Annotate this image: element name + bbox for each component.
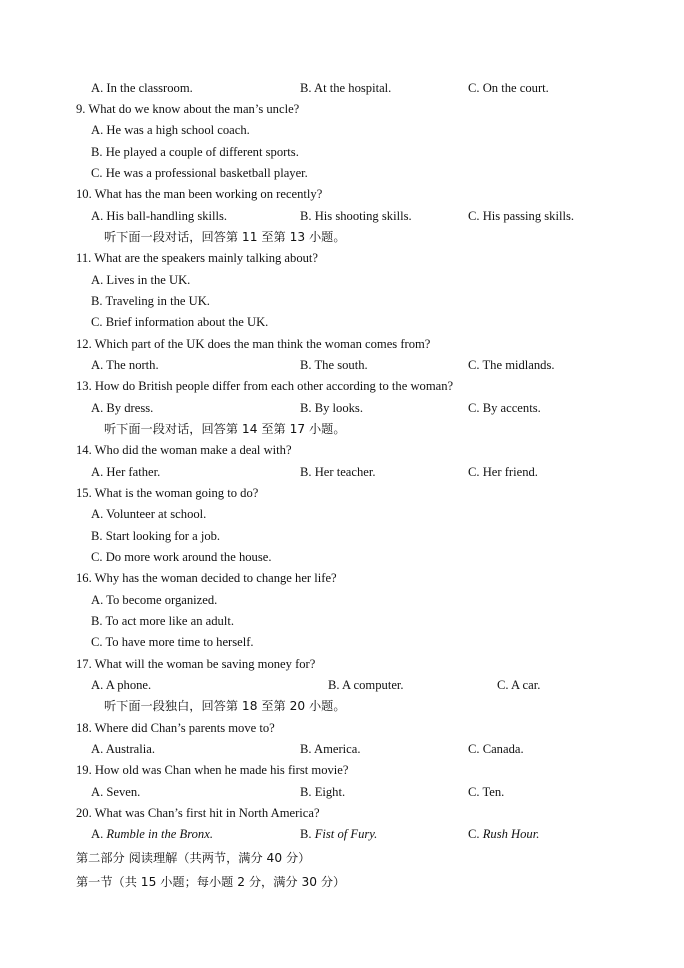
question-text: 18. Where did Chan’s parents move to? <box>76 721 275 735</box>
answer-option <box>300 826 377 842</box>
listening-instruction: 听下面一段对话，回答第 11 至第 13 小题。 <box>104 230 346 244</box>
answer-option: C. A car. <box>497 678 541 692</box>
answer-option: B. Start looking for a job. <box>91 529 221 543</box>
answer-option: A. Volunteer at school. <box>91 507 207 521</box>
option-letter: C. <box>468 827 483 841</box>
answer-option: A. His ball-handling skills. <box>91 209 228 223</box>
answer-option: A. By dress. <box>91 401 154 415</box>
answer-option: C. His passing skills. <box>468 209 575 223</box>
answer-option: B. To act more like an adult. <box>91 614 234 628</box>
question-text: 10. What has the man been working on recently? <box>76 187 323 201</box>
answer-option: C. On the court. <box>468 81 549 95</box>
answer-option: A. Seven. <box>91 785 141 799</box>
question-text: 15. What is the woman going to do? <box>76 486 259 500</box>
answer-option: A. The north. <box>91 358 159 372</box>
answer-option: A. Her father. <box>91 465 161 479</box>
answer-option: C. He was a professional basketball player. <box>91 166 308 180</box>
answer-option: C. Brief information about the UK. <box>91 315 269 329</box>
listening-instruction: 听下面一段独白，回答第 18 至第 20 小题。 <box>104 699 346 713</box>
answer-option: B. Traveling in the UK. <box>91 294 210 308</box>
answer-option: A. He was a high school coach. <box>91 123 250 137</box>
answer-option: B. The south. <box>300 358 368 372</box>
answer-option: B. Her teacher. <box>300 465 376 479</box>
section-heading: 第一节（共 15 小题；每小题 2 分，满分 30 分） <box>76 875 346 889</box>
option-letter: A. <box>91 827 107 841</box>
answer-option: B. Eight. <box>300 785 346 799</box>
question-text: 17. What will the woman be saving money for? <box>76 657 316 671</box>
answer-option: C. By accents. <box>468 401 541 415</box>
answer-option: A. Australia. <box>91 742 156 756</box>
answer-option: B. His shooting skills. <box>300 209 412 223</box>
question-text: 12. Which part of the UK does the man think the woman comes from? <box>76 337 431 351</box>
question-text: 14. Who did the woman make a deal with? <box>76 443 292 457</box>
answer-option: A. Lives in the UK. <box>91 273 191 287</box>
answer-option: A. In the classroom. <box>91 81 193 95</box>
answer-option: C. Her friend. <box>468 465 538 479</box>
question-text: 19. How old was Chan when he made his first movie? <box>76 763 349 777</box>
answer-option: A. To become organized. <box>91 593 218 607</box>
question-text: 13. How do British people differ from each other according to the woman? <box>76 379 454 393</box>
answer-option: C. To have more time to herself. <box>91 635 254 649</box>
question-text: 16. Why has the woman decided to change her life? <box>76 571 337 585</box>
answer-option: B. By looks. <box>300 401 363 415</box>
listening-instruction: 听下面一段对话，回答第 14 至第 17 小题。 <box>104 422 346 436</box>
answer-option: B. A computer. <box>328 678 404 692</box>
answer-option: C. Do more work around the house. <box>91 550 272 564</box>
movie-title: Fist of Fury. <box>314 827 378 841</box>
movie-title: Rumble in the Bronx. <box>106 827 213 841</box>
answer-option <box>468 826 539 842</box>
section-heading: 第二部分 阅读理解（共两节，满分 40 分） <box>76 851 311 865</box>
answer-option <box>91 826 213 842</box>
answer-option: C. Canada. <box>468 742 524 756</box>
answer-option: B. At the hospital. <box>300 81 392 95</box>
answer-option: C. The midlands. <box>468 358 555 372</box>
question-text: 11. What are the speakers mainly talking about? <box>76 251 318 265</box>
answer-option: B. America. <box>300 742 361 756</box>
answer-option: B. He played a couple of different sports. <box>91 145 299 159</box>
question-text: 20. What was Chan’s first hit in North America? <box>76 806 320 820</box>
question-text: 9. What do we know about the man’s uncle? <box>76 102 300 116</box>
option-letter: B. <box>300 827 315 841</box>
answer-option: A. A phone. <box>91 678 152 692</box>
answer-option: C. Ten. <box>468 785 505 799</box>
movie-title: Rush Hour. <box>482 827 540 841</box>
